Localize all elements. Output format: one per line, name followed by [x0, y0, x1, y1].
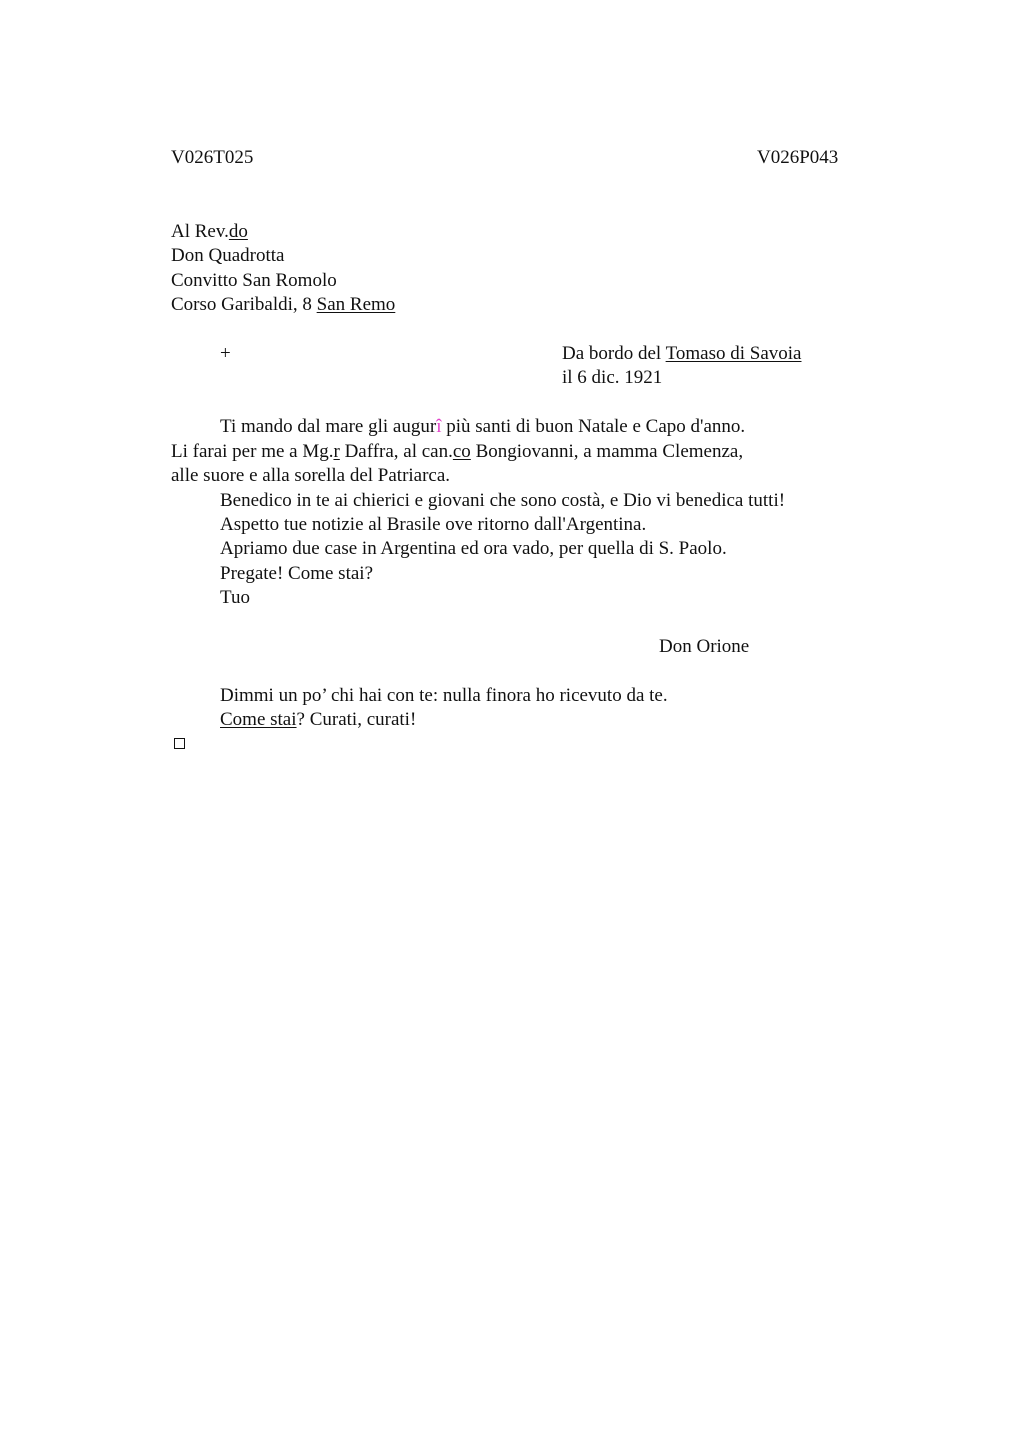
body-line-5: Aspetto tue notizie al Brasile ove ritorno dall'Argentina.	[220, 514, 647, 535]
body-line-6: Apriamo due case in Argentina ed ora vado, per quella di S. Paolo.	[220, 538, 727, 559]
address-line-1	[171, 220, 248, 244]
body-line-1	[220, 415, 745, 439]
body-line-7: Pregate! Come stai?	[220, 563, 374, 584]
document-code-right: V026P043	[757, 147, 839, 168]
dateline-prefix: Da bordo del	[562, 343, 666, 364]
abbrev-suffix: co	[452, 441, 471, 462]
address-title-suffix: do	[228, 221, 248, 242]
postscript-rest: ? Curati, curati!	[296, 709, 417, 730]
address-street: Corso Garibaldi, 8	[171, 294, 317, 315]
postscript-line-1: Dimmi un po’ chi hai con te: nulla finora ho ricevuto da te.	[220, 685, 668, 706]
dateline-ship-line	[562, 342, 802, 366]
address-title: Al Rev.	[171, 221, 229, 242]
body-text: Daffra, al can.	[339, 441, 453, 462]
document-code-left: V026T025	[171, 147, 254, 168]
body-text: Bongiovanni, a mamma Clemenza,	[470, 441, 744, 462]
ship-name: Tomaso di Savoia	[665, 343, 802, 364]
abbrev-suffix: r	[333, 441, 340, 462]
address-line-4	[171, 293, 395, 317]
body-line-8: Tuo	[220, 587, 250, 608]
checkbox-square-icon	[174, 738, 185, 749]
address-line-3: Convitto San Romolo	[171, 270, 337, 291]
address-city: San Remo	[316, 294, 396, 315]
body-text: più santi di buon Natale e Capo d'anno.	[441, 416, 746, 437]
postscript-line-2	[220, 708, 416, 732]
body-line-4: Benedico in te ai chierici e giovani che sono costà, e Dio vi benedica tutti!	[220, 490, 786, 511]
body-text: Li farai per me a Mg.	[171, 441, 334, 462]
highlighted-char: î	[436, 416, 442, 437]
body-text: Ti mando dal mare gli augur	[220, 416, 437, 437]
address-line-2: Don Quadrotta	[171, 245, 285, 266]
cross-symbol: +	[220, 343, 231, 364]
postscript-underlined: Come stai	[220, 709, 297, 730]
signature: Don Orione	[659, 636, 750, 657]
body-line-3: alle suore e alla sorella del Patriarca.	[171, 465, 451, 486]
dateline-date: il 6 dic. 1921	[562, 367, 663, 388]
body-line-2	[171, 440, 743, 464]
